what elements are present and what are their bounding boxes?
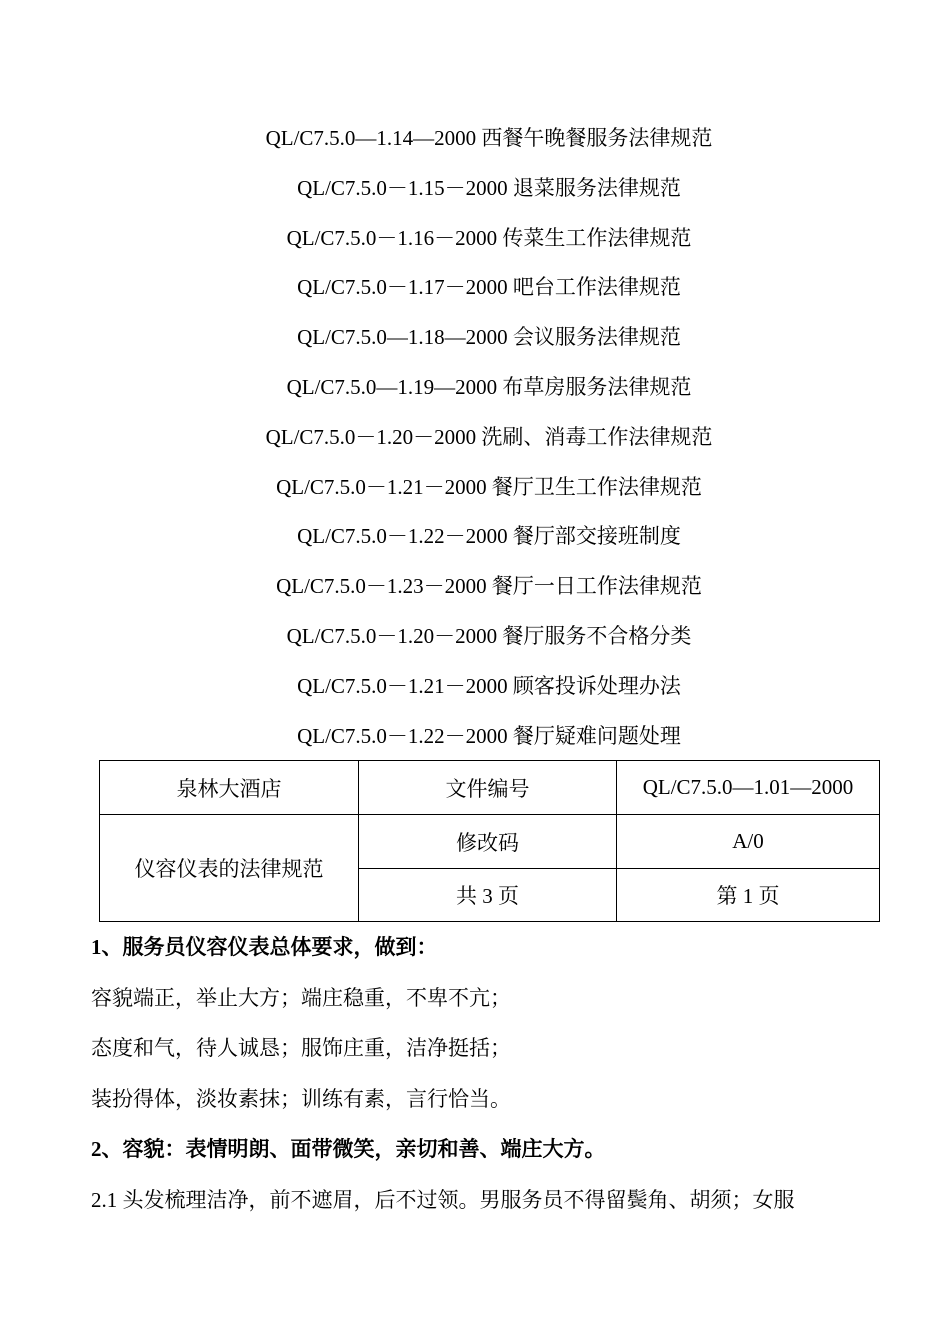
reference-line: QL/C7.5.0－1.21－2000 顾客投诉处理办法 [297,673,681,698]
document-title-cell: 仪容仪表的法律规范 [100,815,359,922]
section-heading: 1、服务员仪容仪表总体要求，做到： [91,935,438,959]
revision-label-cell: 修改码 [359,815,617,869]
doc-number-label-cell: 文件编号 [359,761,617,815]
total-pages-cell: 共 3 页 [359,869,617,922]
document-body [91,922,891,1225]
reference-line: QL/C7.5.0－1.22－2000 餐厅疑难问题处理 [297,723,681,748]
reference-line: QL/C7.5.0－1.22－2000 餐厅部交接班制度 [297,524,681,549]
body-paragraph: 容貌端正，举止大方；端庄稳重，不卑不亢； [91,985,511,1010]
current-page-cell: 第 1 页 [617,869,880,922]
reference-line: QL/C7.5.0－1.21－2000 餐厅卫生工作法律规范 [276,474,702,499]
section-heading: 2、容貌：表情明朗、面带微笑，亲切和善、端庄大方。 [91,1137,606,1161]
doc-number-value-cell: QL/C7.5.0—1.01—2000 [617,761,880,815]
reference-line: QL/C7.5.0—1.19—2000 布草房服务法律规范 [286,374,692,399]
reference-line: QL/C7.5.0－1.15－2000 退菜服务法律规范 [297,175,681,200]
reference-line: QL/C7.5.0－1.17－2000 吧台工作法律规范 [297,275,681,300]
body-paragraph: 装扮得体，淡妆素抹；训练有素，言行恰当。 [91,1086,511,1111]
reference-line: QL/C7.5.0—1.14—2000 西餐午晚餐服务法律规范 [265,126,713,150]
document-header-table [99,760,880,922]
reference-line: QL/C7.5.0－1.16－2000 传菜生工作法律规范 [286,225,692,250]
reference-line: QL/C7.5.0－1.20－2000 洗刷、消毒工作法律规范 [265,424,713,449]
reference-line: QL/C7.5.0—1.18—2000 会议服务法律规范 [297,325,681,350]
document-reference-list [0,114,950,761]
reference-line: QL/C7.5.0－1.20－2000 餐厅服务不合格分类 [286,623,692,648]
reference-line: QL/C7.5.0－1.23－2000 餐厅一日工作法律规范 [276,574,702,599]
company-name-cell: 泉林大酒店 [100,761,359,815]
body-paragraph: 2.1 头发梳理洁净，前不遮眉，后不过领。男服务员不得留鬓角、胡须；女服 [91,1187,795,1212]
revision-value-cell: A/0 [617,815,880,869]
body-paragraph: 态度和气，待人诚恳；服饰庄重，洁净挺括； [91,1036,511,1060]
